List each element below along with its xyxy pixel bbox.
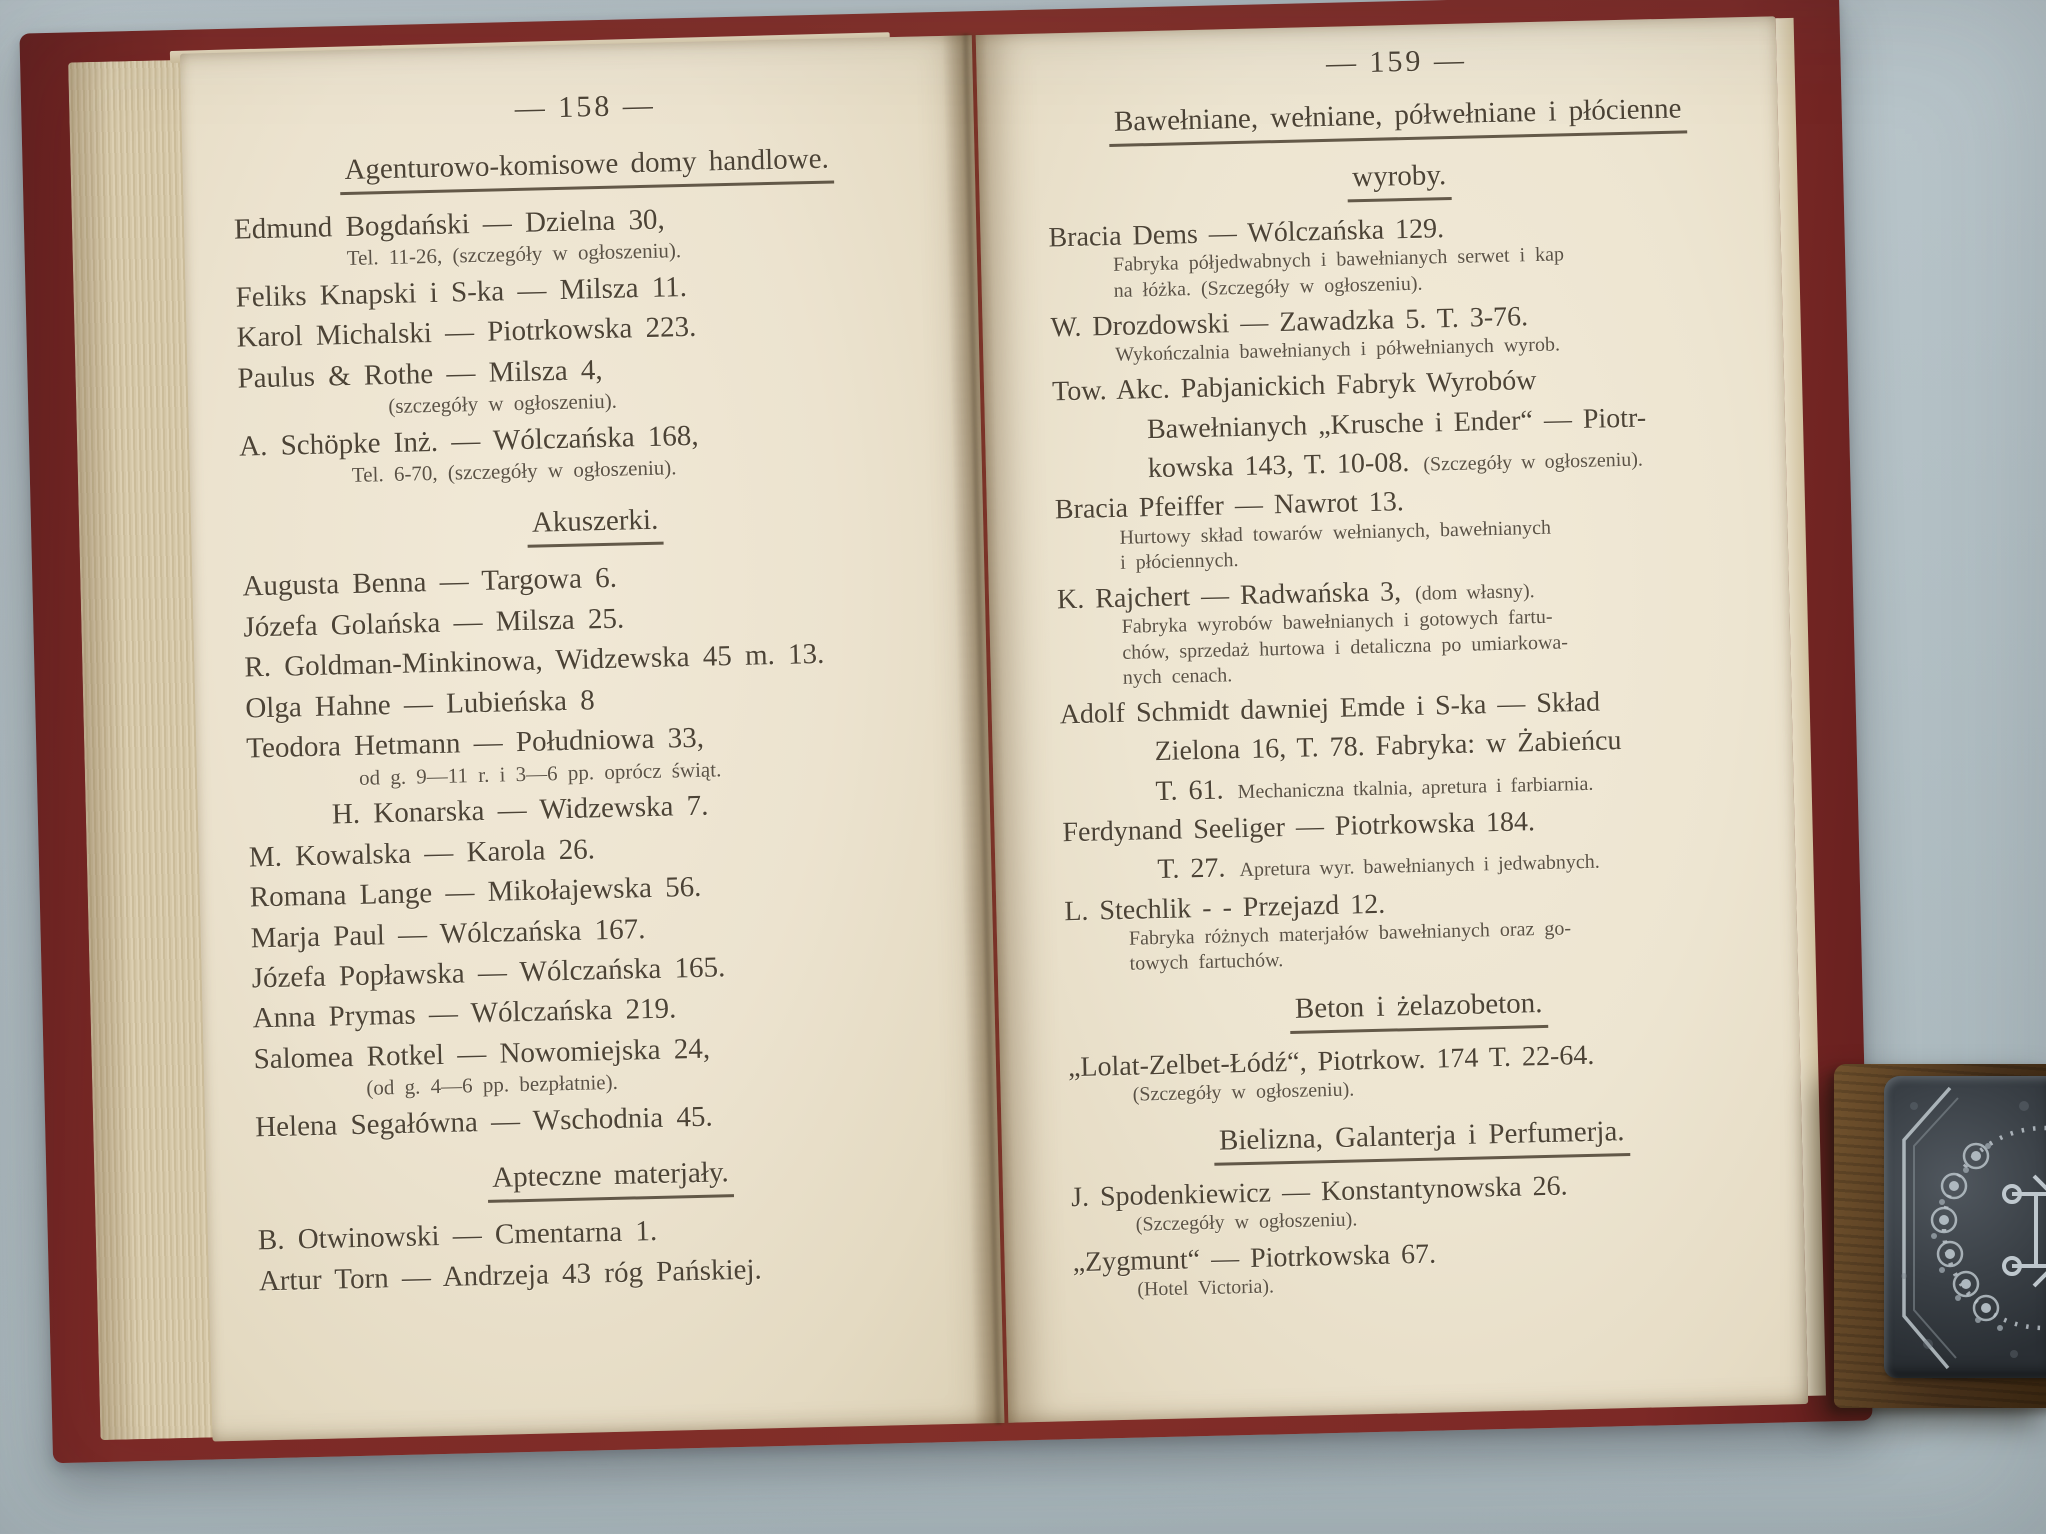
entry-text: kowska 143, T. 10-08.	[1147, 447, 1410, 485]
directory-entry-line	[251, 946, 960, 995]
entry-text: Bawełnianych „Krusche i Ender“ — Piotr-	[1146, 402, 1647, 445]
page-number-left: — 158 —	[514, 88, 657, 125]
entry-detail-text: (dom własny).	[1414, 580, 1535, 606]
entry-text: Anna Prymas — Wólczańska 219.	[252, 992, 677, 1035]
entry-text: Bracia Dems — Wólczańska 129.	[1048, 213, 1445, 254]
entry-text: Bracia Pfeiffer — Nawrot 13.	[1054, 486, 1405, 526]
entry-text: Zielona 16, T. 78. Fabryka: w Żabieńcu	[1154, 725, 1622, 768]
directory-entry-line	[250, 905, 959, 954]
section-heading-text: Bawełniane, wełniane, półwełniane i płócienne	[1109, 92, 1687, 147]
section-heading	[256, 1151, 965, 1209]
entry-detail-text: Mechaniczna tkalnia, apretura i farbiarnia.	[1237, 772, 1594, 803]
directory-entry-line	[243, 595, 952, 644]
entry-text: Karol Michalski — Piotrkowska 223.	[236, 311, 697, 354]
entry-text: (Szczegóły w ogłoszeniu).	[1135, 1208, 1358, 1237]
entry-text: nych cenach.	[1122, 664, 1233, 689]
section-heading-text: Bielizna, Galanterja i Perfumerja.	[1214, 1115, 1630, 1166]
section-heading	[1047, 152, 1752, 210]
entry-text: Józefa Popławska — Wólczańska 165.	[251, 951, 726, 995]
directory-entry-line	[242, 554, 951, 603]
entry-text: Tow. Akc. Pabjanickich Fabryk Wyrobów	[1051, 365, 1537, 408]
page-158-text-column	[180, 35, 1004, 1441]
book-page-159	[976, 16, 1808, 1422]
section-heading	[1045, 91, 1750, 149]
entry-text: i płóciennych.	[1119, 548, 1239, 574]
page-158-blocks	[232, 140, 967, 1298]
directory-entry-line	[235, 265, 944, 314]
entry-text: B. Otwinowski — Cmentarna 1.	[257, 1215, 658, 1257]
directory-entry-line	[1061, 761, 1766, 809]
page-number-right: — 159 —	[1325, 43, 1468, 80]
entry-text: Artur Torn — Andrzeja 43 róg Pańskiej.	[258, 1253, 763, 1298]
entry-text: Helena Segałówna — Wschodnia 45.	[254, 1100, 714, 1144]
entry-text: Marja Paul — Wólczańska 167.	[250, 912, 646, 954]
entry-text: (Hotel Victoria).	[1137, 1275, 1275, 1301]
directory-entry-line	[252, 986, 961, 1035]
entry-text: H. Konarska — Widzewska 7.	[331, 789, 709, 831]
entry-detail-text: Apretura wyr. bawełnianych i jedwabnych.	[1239, 851, 1600, 882]
section-heading-text: Beton i żelazobeton.	[1290, 986, 1548, 1033]
open-book	[19, 0, 1872, 1463]
entry-text: Feliks Knapski i S-ka — Milsza 11.	[235, 270, 688, 314]
section-heading-text: Apteczne materjały.	[487, 1156, 735, 1203]
book-page-158	[180, 35, 1004, 1441]
section-heading	[1069, 1112, 1774, 1170]
stamp-metal-plate	[1884, 1076, 2046, 1378]
entry-text: od g. 9—11 r. i 3—6 pp. oprócz świąt.	[358, 757, 722, 790]
entry-text: na łóżka. (Szczegóły w ogłoszeniu).	[1113, 272, 1423, 302]
entry-text: J. Spodenkiewicz — Konstantynowska 26.	[1070, 1170, 1568, 1214]
entry-text: W. Drozdowski — Zawadzka 5. T. 3-76.	[1050, 300, 1529, 344]
entry-text: Paulus & Rothe — Milsza 4,	[237, 353, 603, 395]
entry-text: (od g. 4—6 pp. bezpłatnie).	[366, 1070, 619, 1101]
entry-text: K. Rajchert — Radwańska 3,	[1056, 576, 1402, 616]
entry-text: Salomea Rotkel — Nowomiejska 24,	[253, 1032, 711, 1076]
entry-text: Romana Lange — Mikołajewska 56.	[249, 870, 702, 914]
directory-entry-line	[1059, 683, 1764, 731]
entry-text: Fabryka wyrobów bawełnianych i gotowych fartu-	[1121, 606, 1553, 639]
section-heading	[232, 140, 941, 198]
entry-text: A. Schöpke Inż. — Wólczańska 168,	[238, 419, 699, 463]
entry-text: M. Kowalska — Karola 26.	[248, 832, 596, 874]
directory-entry-line	[1052, 360, 1757, 408]
entry-text: Edmund Bogdański — Dzielna 30,	[233, 203, 666, 246]
entry-text: Hurtowy skład towarów wełnianych, bawełnianych	[1119, 516, 1552, 549]
directory-entry-line	[1060, 722, 1765, 770]
directory-entry-line	[258, 1248, 967, 1297]
entry-text: (szczegóły w ogłoszeniu).	[388, 388, 618, 419]
entry-text: Adolf Schmidt dawniej Emde i S-ka — Skład	[1059, 686, 1601, 731]
entry-text: T. 27.	[1157, 852, 1226, 886]
directory-entry-line	[1054, 439, 1759, 487]
directory-entry-line	[1063, 840, 1768, 888]
entry-text: Józefa Golańska — Milsza 25.	[243, 602, 625, 644]
entry-text: towych fartuchów.	[1129, 949, 1284, 976]
directory-entry-line	[255, 1094, 964, 1143]
section-heading	[1066, 981, 1771, 1039]
directory-entry-line	[1053, 399, 1758, 447]
directory-entry-line	[1062, 801, 1767, 849]
entry-text: Teodora Hetmann — Południowa 33,	[245, 722, 705, 765]
directory-entry-line	[258, 1208, 967, 1257]
entry-text: (Szczegóły w ogłoszeniu).	[1132, 1078, 1355, 1106]
page-159-blocks	[1045, 91, 1777, 1303]
entry-text: Ferdynand Seeliger — Piotrkowska 184.	[1062, 806, 1536, 849]
directory-entry-line	[236, 305, 945, 354]
directory-entry-line	[244, 635, 953, 684]
entry-text: „Zygmunt“ — Piotrkowska 67.	[1072, 1238, 1437, 1278]
entry-text: „Lolat-Zelbet-Łódź“, Piotrkow. 174 T. 22-64.	[1067, 1039, 1595, 1083]
directory-entry-line	[248, 784, 957, 833]
entry-text: Fabryka różnych materjałów bawełnianych oraz go-	[1128, 917, 1572, 950]
directory-entry-line	[245, 676, 954, 725]
entry-text: chów, sprzedaż hurtowa i detaliczna po umiarkowa-	[1122, 630, 1569, 664]
directory-entry-line	[248, 824, 957, 873]
section-heading-text: Akuszerki.	[526, 504, 663, 548]
printing-block-stamp	[1834, 1064, 2046, 1408]
page-159-text-column	[976, 16, 1808, 1422]
entry-text: Tel. 11-26, (szczegóły w ogłoszeniu).	[346, 238, 682, 271]
directory-entry-line	[249, 865, 958, 914]
section-heading-text: Agenturowo-komisowe domy handlowe.	[339, 142, 834, 195]
entry-text: T. 61.	[1155, 774, 1224, 807]
entry-text: Olga Hahne — Lubieńska 8	[244, 684, 596, 725]
stamp-engraving-icon	[1884, 1076, 2046, 1378]
entry-text: L. Stechlik - - Przejazd 12.	[1064, 888, 1386, 928]
section-heading-text: wyroby.	[1347, 159, 1452, 202]
section-heading	[241, 497, 950, 555]
entry-detail-text: (Szczegóły w ogłoszeniu).	[1423, 448, 1644, 476]
entry-text: Wykończalnia bawełnianych i półwełnianych wyrob.	[1115, 333, 1561, 366]
entry-text: Augusta Benna — Targowa 6.	[242, 562, 618, 603]
entry-text: Fabryka półjedwabnych i bawełnianych serwet i kap	[1112, 243, 1565, 277]
entry-text: R. Goldman-Minkinowa, Widzewska 45 m. 13.	[244, 638, 825, 684]
entry-text: Tel. 6-70, (szczegóły w ogłoszeniu).	[351, 455, 677, 487]
